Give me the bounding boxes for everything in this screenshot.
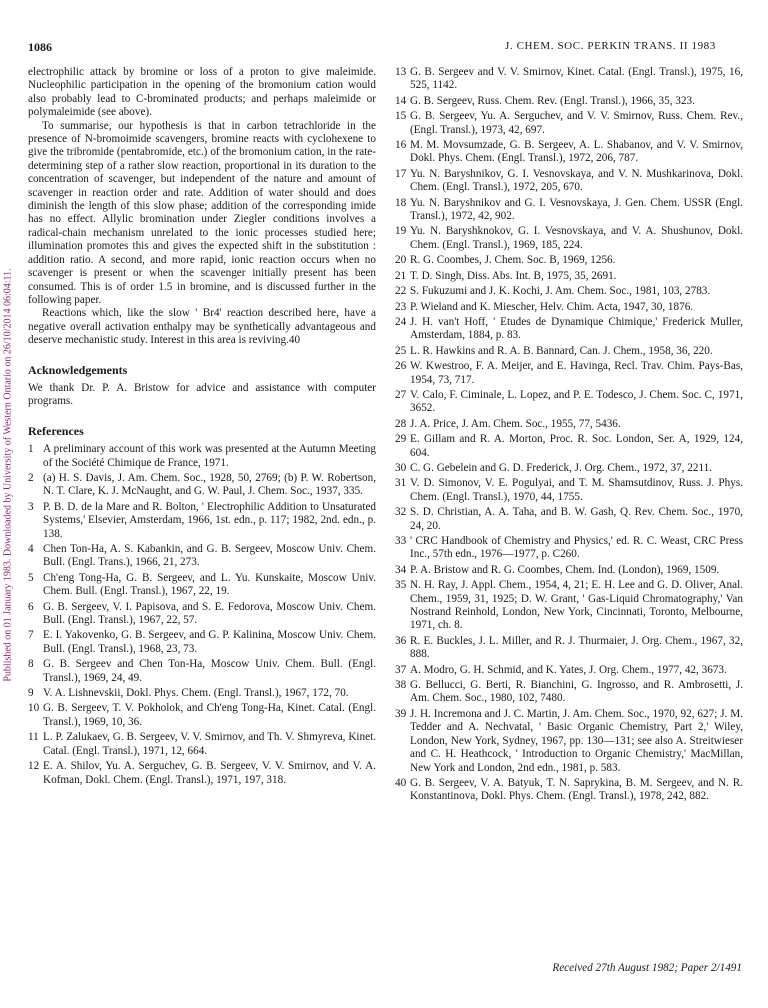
reference-text: V. D. Simonov, V. E. Pogulyai, and T. M. Shamsutdinov, Russ. J. Phys. Chem. (Engl. Transl.), 1970, 44, 1755. — [410, 477, 743, 503]
reference-item — [28, 572, 376, 599]
reference-item — [395, 389, 743, 416]
reference-text: G. B. Sergeev, T. V. Pokholok, and Ch'eng Tong-Ha, Kinet. Catal. (Engl. Transl.), 1969, 10, 36. — [43, 702, 376, 728]
reference-text: R. G. Coombes, J. Chem. Soc. B, 1969, 1256. — [410, 254, 616, 267]
reference-item — [28, 687, 376, 700]
reference-item — [28, 601, 376, 628]
reference-item — [395, 285, 743, 298]
reference-number: 33 — [395, 535, 407, 547]
reference-text: J. H. van't Hoff, ' Etudes de Dynamique Chimique,' Frederick Muller, Amsterdam, 1884, p. 83. — [410, 315, 743, 342]
reference-item — [28, 501, 376, 541]
acknowledgements-text: We thank Dr. P. A. Bristow for advice and assistance with computer programs. — [28, 381, 376, 408]
body-paragraph: electrophilic attack by bromine or loss of a proton to give maleimide. Nucleophilic participation in the opening of the bromonium cation would also probably lead to C-brominated products; and perhaps maleimide or polymaleimide (see above). — [28, 66, 376, 119]
reference-item — [395, 506, 743, 533]
reference-text: J. H. Incremona and J. C. Martin, J. Am. Chem. Soc., 1970, 92, 627; J. M. Tedder and A. Nechvatal, ' Basic Organic Chemistry, Part 2,' Wiley, London, New York, Sydney, 1967, pp. 130—131; see also A. Streitwieser and C. H. Heathcock, ' Introduction to Organic Chemistry,' MacMillan, New York and London, 2nd edn., 1981, p. 583. — [410, 707, 743, 774]
reference-number: 5 — [28, 571, 34, 584]
reference-item — [395, 66, 743, 93]
reference-number: 19 — [395, 225, 407, 238]
reference-text: E. A. Shilov, Yu. A. Serguchev, G. B. Sergeev, V. V. Smirnov, and V. A. Kofman, Dokl. Chem. (Engl. Transl.), 1971, 197, 318. — [43, 760, 376, 786]
reference-text: J. A. Price, J. Am. Chem. Soc., 1955, 77, 5436. — [410, 417, 621, 430]
reference-text: ' CRC Handbook of Chemistry and Physics,' ed. R. C. Weast, CRC Press Inc., 57th edn., 1976—1977, p. C260. — [410, 535, 743, 561]
reference-number: 39 — [395, 707, 407, 720]
reference-number: 8 — [28, 658, 34, 671]
reference-number: 20 — [395, 254, 407, 267]
reference-item — [28, 472, 376, 499]
reference-number: 28 — [395, 417, 407, 430]
reference-number: 35 — [395, 579, 407, 592]
reference-item — [28, 658, 376, 685]
reference-number: 29 — [395, 433, 407, 446]
reference-item — [395, 564, 743, 577]
reference-item — [395, 197, 743, 224]
reference-text: R. E. Buckles, J. L. Miller, and R. J. Thurmaier, J. Org. Chem., 1967, 32, 888. — [410, 634, 743, 661]
reference-item — [395, 433, 743, 460]
reference-number: 13 — [395, 66, 407, 78]
reference-text: Yu. N. Baryshnikov, G. I. Vesnovskaya, and V. N. Mushkarinova, Dokl. Chem. (Engl. Transl.), 1972, 205, 670. — [410, 167, 743, 194]
reference-text: Yu. N. Baryshnikov and G. I. Vesnovskaya, J. Gen. Chem. USSR (Engl. Transl.), 1972, 42, 902. — [410, 196, 743, 223]
reference-item — [395, 579, 743, 633]
reference-text: Yu. N. Baryshknokov, G. I. Vesnovskaya, and V. A. Shushunov, Dokl. Chem. (Engl. Transl.), 1969, 185, 224. — [410, 225, 743, 251]
reference-item — [395, 254, 743, 267]
reference-text: G. B. Sergeev, Russ. Chem. Rev. (Engl. Transl.), 1966, 35, 323. — [410, 94, 695, 107]
reference-number: 1 — [28, 443, 34, 456]
reference-number: 27 — [395, 388, 407, 401]
received-line: Received 27th August 1982; Paper 2/1491 — [552, 962, 742, 974]
body-paragraph: To summarise, our hypothesis is that in carbon tetrachloride in the presence of N-bromoimide scavengers, bromine reacts with cyclohexene to give the tribromide (pentabromide, etc.) of the bromonium cation, in the rate-determining step of a rather slow reaction, proportional in its duration to the concentration of scavenger, but independent of the nature and amount of scavenger in reaction order and rate. Addition of water should and does diminish the length of this slow phase; addition of the corresponding imide has no effect. Allylic bromination under Ziegler conditions involves a radical-chain mechanism unrelated to the ionic processes studied here; illumination promotes this and gives the expected shift in the substitution : addition ratio. A second, and more rapid, ionic reaction occurs when no scavenger is present or when the scavenger initially present has been consumed. This is of order 1.5 in bromine, and is discussed further in the following paper. — [28, 119, 376, 306]
reference-item — [28, 629, 376, 656]
reference-item — [395, 477, 743, 504]
reference-item — [395, 270, 743, 283]
reference-text: P. A. Bristow and R. G. Coombes, Chem. Ind. (London), 1969, 1509. — [410, 563, 720, 576]
reference-number: 16 — [395, 139, 407, 152]
reference-text: E. I. Yakovenko, G. B. Sergeev, and G. P. Kalinina, Moscow Univ. Chem. Bull. (Engl. Transl.), 1968, 23, 73. — [43, 629, 376, 655]
reference-text: P. Wieland and K. Miescher, Helv. Chim. Acta, 1947, 30, 1876. — [410, 300, 694, 313]
reference-text: N. H. Ray, J. Appl. Chem., 1954, 4, 21; E. H. Lee and G. D. Oliver, Anal. Chem., 1959, 31, 1925; D. W. Grant, ' Gas-Liquid Chromatography,' Van Nostrand Reinhold, London, New York, Cincinnati, Toronto, Melbourne, 1971, ch. 8. — [410, 579, 743, 632]
reference-item — [395, 316, 743, 343]
reference-item — [395, 110, 743, 137]
reference-text: G. B. Sergeev and V. V. Smirnov, Kinet. Catal. (Engl. Transl.), 1975, 16, 525, 1142. — [410, 66, 743, 92]
reference-text: L. P. Zalukaev, G. B. Sergeev, V. V. Smirnov, and Th. V. Shmyreva, Kinet. Catal. (Engl. Transl.), 1971, 12, 664. — [43, 731, 376, 757]
reference-number: 6 — [28, 600, 34, 613]
reference-text: S. Fukuzumi and J. K. Kochi, J. Am. Chem. Soc., 1981, 103, 2783. — [410, 285, 711, 298]
reference-number: 17 — [395, 167, 407, 180]
reference-number: 38 — [395, 679, 407, 692]
right-column — [395, 66, 743, 806]
reference-item — [28, 443, 376, 470]
download-stamp — [1, 150, 15, 800]
reference-text: L. R. Hawkins and R. A. B. Bannard, Can. J. Chem., 1958, 36, 220. — [410, 344, 713, 357]
reference-text: Ch'eng Tong-Ha, G. B. Sergeev, and L. Yu. Kunskaite, Moscow Univ. Chem. Bull. (Engl. Transl.), 1967, 22, 19. — [43, 571, 376, 598]
reference-number: 36 — [395, 634, 407, 647]
page-number: 1086 — [28, 40, 52, 54]
reference-item — [395, 418, 743, 431]
reference-text: T. D. Singh, Diss. Abs. Int. B, 1975, 35, 2691. — [410, 269, 617, 282]
reference-number: 21 — [395, 269, 407, 282]
reference-text: G. B. Sergeev, Yu. A. Serguchev, and V. V. Smirnov, Russ. Chem. Rev., (Engl. Transl.), 1973, 42, 697. — [410, 110, 743, 136]
reference-text: G. Bellucci, G. Berti, R. Bianchini, G. Ingrosso, and R. Ambrosetti, J. Am. Chem. Soc., 1980, 102, 7480. — [410, 679, 743, 705]
reference-number: 9 — [28, 687, 34, 700]
journal-header: J. CHEM. SOC. PERKIN TRANS. II 1983 — [505, 40, 716, 52]
reference-item — [395, 360, 743, 387]
reference-number: 7 — [28, 629, 34, 642]
reference-number: 14 — [395, 94, 407, 107]
reference-item — [395, 777, 743, 804]
reference-item — [395, 168, 743, 195]
reference-item — [28, 702, 376, 729]
reference-text: A. Modro, G. H. Schmid, and K. Yates, J. Org. Chem., 1977, 42, 3673. — [410, 663, 727, 676]
reference-number: 30 — [395, 461, 407, 474]
reference-number: 26 — [395, 360, 407, 373]
reference-number: 12 — [28, 760, 40, 773]
reference-text: A preliminary account of this work was presented at the Autumn Meeting of the Société Chimique de France, 1971. — [43, 443, 376, 469]
reference-item — [395, 462, 743, 475]
reference-number: 31 — [395, 477, 407, 490]
reference-number: 32 — [395, 506, 407, 519]
reference-number: 15 — [395, 110, 407, 123]
reference-text: G. B. Sergeev, V. A. Batyuk, T. N. Saprykina, B. M. Sergeev, and N. R. Konstantinova, Dokl. Phys. Chem. (Engl. Transl.), 1978, 242, 882. — [410, 776, 743, 803]
reference-item — [28, 543, 376, 570]
reference-number: 25 — [395, 344, 407, 357]
reference-item — [395, 708, 743, 775]
reference-text: G. B. Sergeev, V. I. Papisova, and S. E. Fedorova, Moscow Univ. Chem. Bull. (Engl. Transl.), 1967, 22, 57. — [43, 600, 376, 627]
reference-text: Chen Ton-Ha, A. S. Kabankin, and G. B. Sergeev, Moscow Univ. Chem. Bull. (Engl. Trans.), 1966, 21, 273. — [43, 543, 376, 569]
reference-number: 2 — [28, 471, 34, 484]
reference-text: C. G. Gebelein and G. D. Frederick, J. Org. Chem., 1972, 37, 2211. — [410, 461, 713, 474]
reference-number: 10 — [28, 702, 40, 715]
references-heading: References — [28, 423, 84, 438]
reference-item — [395, 635, 743, 662]
reference-text: G. B. Sergeev and Chen Ton-Ha, Moscow Univ. Chem. Bull. (Engl. Transl.), 1969, 24, 49. — [43, 658, 376, 684]
left-column — [28, 66, 376, 789]
reference-item — [395, 679, 743, 706]
reference-number: 23 — [395, 300, 407, 313]
references-list-left — [28, 443, 376, 787]
body-paragraph: Reactions which, like the slow ' Br4' reaction described here, have a negative overall activation enthalpy may be synthetically advantageous and deserve mechanistic study. Interest in this area is reviving.40 — [28, 307, 376, 347]
reference-text: E. Gillam and R. A. Morton, Proc. R. Soc. London, Ser. A, 1929, 124, 604. — [410, 433, 743, 459]
reference-number: 4 — [28, 543, 34, 555]
download-stamp-text: Published on 01 January 1983. Downloaded by University of Western Ontario on 26/10/2014 06:04:11. — [2, 268, 14, 682]
reference-text: M. M. Movsumzade, G. B. Sergeev, A. L. Shabanov, and V. V. Smirnov, Dokl. Phys. Chem. (Engl. Transl.), 1972, 206, 787. — [410, 139, 743, 165]
references-list-right — [395, 66, 743, 804]
reference-number: 40 — [395, 776, 407, 789]
reference-number: 34 — [395, 563, 407, 576]
reference-item — [395, 139, 743, 166]
reference-item — [395, 664, 743, 677]
reference-text: V. A. Lishnevskii, Dokl. Phys. Chem. (Engl. Transl.), 1967, 172, 70. — [43, 687, 349, 700]
reference-number: 22 — [395, 285, 407, 298]
reference-text: (a) H. S. Davis, J. Am. Chem. Soc., 1928, 50, 2769; (b) P. W. Robertson, N. T. Clare, K. J. McNaught, and G. W. Paul, J. Chem. Soc., 1937, 335. — [43, 471, 376, 498]
reference-text: S. D. Christian, A. A. Taha, and B. W. Gash, Q. Rev. Chem. Soc., 1970, 24, 20. — [410, 506, 743, 532]
reference-number: 18 — [395, 196, 407, 209]
acknowledgements-heading: Acknowledgements — [28, 362, 128, 377]
reference-item — [28, 731, 376, 758]
reference-number: 37 — [395, 663, 407, 676]
reference-item — [395, 301, 743, 314]
reference-item — [395, 95, 743, 108]
reference-text: V. Calo, F. Ciminale, L. Lopez, and P. E. Todesco, J. Chem. Soc. C, 1971, 3652. — [410, 388, 743, 415]
reference-item — [395, 535, 743, 562]
reference-item — [395, 225, 743, 252]
reference-item — [395, 345, 743, 358]
reference-text: W. Kwestroo, F. A. Meijer, and E. Havinga, Recl. Trav. Chim. Pays-Bas, 1954, 73, 717. — [410, 360, 743, 386]
reference-text: P. B. D. de la Mare and R. Bolton, ' Electrophilic Addition to Unsaturated Systems,' Elsevier, Amsterdam, 1966, 1st. edn., p. 117; 1982, 2nd. edn., p. 138. — [43, 500, 376, 540]
reference-number: 24 — [395, 315, 407, 328]
reference-item — [28, 760, 376, 787]
reference-number: 11 — [28, 731, 39, 744]
reference-number: 3 — [28, 500, 34, 513]
